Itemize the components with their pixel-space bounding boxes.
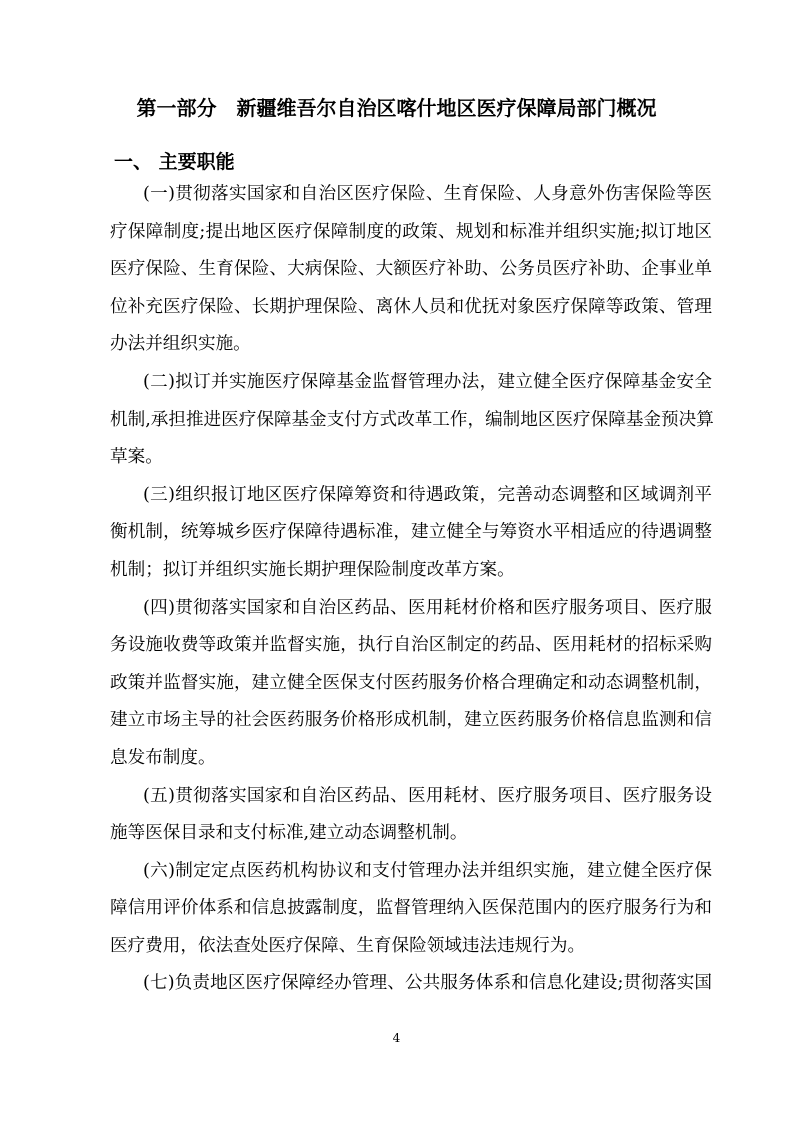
paragraph-line: 位补充医疗保险、长期护理保险、离休人员和优抚对象医疗保障等政策、管理 (110, 296, 712, 317)
paragraph-line: 建立市场主导的社会医药服务价格形成机制，建立医药服务价格信息监测和信 (110, 710, 712, 731)
paragraph-5 (110, 778, 712, 853)
paragraph-line: 医疗费用，依法查处医疗保障、生育保险领域违法违规行为。 (110, 935, 586, 956)
paragraph-line: (二)拟订并实施医疗保障基金监督管理办法，建立健全医疗保障基金安全 (143, 371, 712, 392)
paragraph-line: 办法并组织实施。 (110, 334, 251, 355)
paragraph-2 (110, 364, 712, 477)
paragraph-6 (110, 853, 712, 966)
paragraph-line: 施等医保目录和支付标准,建立动态调整机制。 (110, 823, 468, 844)
paragraph-line: (七)负责地区医疗保障经办管理、公共服务体系和信息化建设;贯彻落实国 (143, 973, 712, 994)
paragraph-line: (六)制定定点医药机构协议和支付管理办法并组织实施，建立健全医疗保 (143, 860, 712, 881)
section-heading: 一、 主要职能 (114, 151, 235, 173)
page-title: 第一部分 新疆维吾尔自治区喀什地区医疗保障局部门概况 (136, 96, 657, 120)
paragraph-7 (110, 965, 712, 1003)
paragraph-line: (三)组织报订地区医疗保障筹资和待遇政策，完善动态调整和区域调剂平 (143, 484, 712, 505)
page-number: 4 (392, 1031, 401, 1045)
paragraph-line: 医疗保险、生育保险、大病保险、大额医疗补助、公务员医疗补助、企事业单 (110, 259, 712, 280)
paragraph-line: 息发布制度。 (110, 747, 216, 768)
paragraph-line: (一)贯彻落实国家和自治区医疗保险、生育保险、人身意外伤害保险等医 (143, 184, 712, 204)
paragraph-1 (110, 176, 712, 364)
paragraph-line: 务设施收费等政策并监督实施，执行自治区制定的药品、医用耗材的招标采购 (110, 635, 712, 656)
paragraph-line: 障信用评价体系和信息披露制度，监督管理纳入医保范围内的医疗服务行为和 (110, 898, 712, 919)
paragraph-line: (五)贯彻落实国家和自治区药品、医用耗材、医疗服务项目、医疗服务设 (143, 785, 712, 806)
paragraph-line: 草案。 (110, 447, 163, 468)
paragraph-line: 机制,承担推进医疗保障基金支付方式改革工作，编制地区医疗保障基金预决算 (110, 409, 714, 430)
section-body (110, 176, 712, 1003)
paragraph-3 (110, 477, 712, 590)
paragraph-line: 衡机制，统筹城乡医疗保障待遇标准，建立健全与筹资水平相适应的待遇调整 (110, 522, 712, 543)
paragraph-line: 机制；拟订并组织实施长期护理保险制度改革方案。 (110, 559, 515, 580)
paragraph-line: 政策并监督实施，建立健全医保支付医药服务价格合理确定和动态调整机制， (110, 672, 712, 693)
paragraph-line: (四)贯彻落实国家和自治区药品、医用耗材价格和医疗服务项目、医疗服 (143, 597, 712, 618)
paragraph-4 (110, 590, 712, 778)
paragraph-line: 疗保障制度;提出地区医疗保障制度的政策、规划和标准并组织实施;拟订地区 (110, 221, 712, 242)
